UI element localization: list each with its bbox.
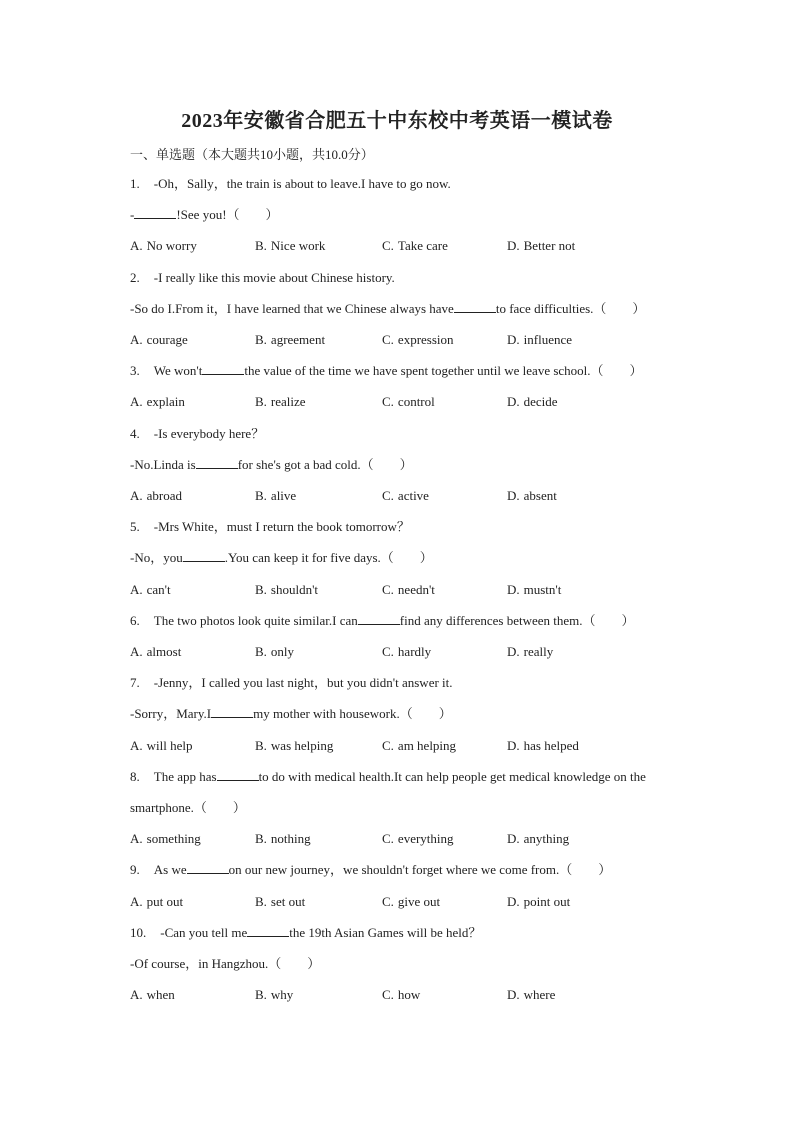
question-text-after: for she's got a bad cold.（ ） bbox=[237, 456, 413, 472]
question-number: 7. bbox=[130, 675, 140, 691]
option-b[interactable] bbox=[255, 737, 333, 755]
option-text: Take care bbox=[397, 238, 448, 254]
question-text: As we bbox=[153, 862, 187, 878]
option-c[interactable] bbox=[382, 331, 454, 349]
option-letter: D. bbox=[507, 987, 520, 1003]
option-letter: D. bbox=[507, 893, 520, 909]
question-line bbox=[130, 924, 481, 942]
option-a[interactable] bbox=[130, 393, 185, 411]
question-text: -Sorry，Mary.I bbox=[130, 706, 212, 722]
option-letter: C. bbox=[382, 987, 394, 1003]
option-d[interactable] bbox=[507, 393, 558, 411]
option-d[interactable] bbox=[507, 830, 569, 848]
option-b[interactable] bbox=[255, 331, 325, 349]
question-number: 6. bbox=[130, 612, 140, 628]
question-line bbox=[130, 300, 645, 318]
option-text: really bbox=[523, 644, 554, 659]
question-number: 10. bbox=[130, 924, 147, 940]
option-text: anything bbox=[523, 831, 570, 847]
option-letter: A. bbox=[130, 238, 143, 254]
option-d[interactable] bbox=[507, 986, 555, 1004]
option-text: needn't bbox=[397, 581, 435, 597]
question-text: -Of course，in Hangzhou.（ ） bbox=[130, 956, 321, 971]
option-text: everything bbox=[397, 831, 454, 847]
option-text: No worry bbox=[146, 238, 197, 254]
option-text: agreement bbox=[270, 332, 326, 347]
option-text: active bbox=[397, 488, 429, 503]
question-text: -No.Linda is bbox=[130, 456, 196, 472]
question-text: -No，you bbox=[130, 550, 183, 566]
option-c[interactable] bbox=[382, 893, 440, 911]
option-letter: B. bbox=[255, 831, 267, 847]
question-line bbox=[130, 705, 452, 723]
option-d[interactable] bbox=[507, 737, 579, 755]
option-text: will help bbox=[146, 737, 193, 753]
question-line bbox=[130, 799, 246, 817]
option-letter: C. bbox=[382, 644, 394, 659]
option-a[interactable] bbox=[130, 830, 201, 848]
option-text: influence bbox=[523, 332, 573, 347]
answer-blank bbox=[196, 456, 238, 469]
option-letter: A. bbox=[130, 332, 143, 347]
question-text: -Oh，Sally，the train is about to leave.I have to go now. bbox=[153, 176, 451, 191]
option-letter: C. bbox=[382, 581, 394, 597]
option-letter: D. bbox=[507, 831, 520, 847]
answer-blank bbox=[247, 924, 289, 937]
option-a[interactable] bbox=[130, 331, 188, 349]
question-text-after: my mother with housework.（ ） bbox=[253, 706, 452, 722]
question-line bbox=[130, 612, 635, 630]
option-b[interactable] bbox=[255, 986, 293, 1004]
question-text: The two photos look quite similar.I can bbox=[153, 612, 358, 628]
question-text-after: !See you!（ ） bbox=[176, 207, 279, 223]
option-letter: D. bbox=[507, 238, 520, 254]
option-text: control bbox=[397, 394, 435, 410]
option-b[interactable] bbox=[255, 830, 311, 848]
option-b[interactable] bbox=[255, 581, 318, 599]
question-text: -Jenny，I called you last night，but you didn't answer it. bbox=[153, 675, 453, 691]
question-number: 5. bbox=[130, 519, 140, 535]
option-letter: C. bbox=[382, 332, 394, 347]
answer-blank bbox=[202, 362, 244, 375]
option-a[interactable] bbox=[130, 737, 193, 755]
option-d[interactable] bbox=[507, 237, 575, 255]
option-letter: A. bbox=[130, 644, 143, 659]
option-c[interactable] bbox=[382, 237, 448, 255]
option-c[interactable] bbox=[382, 643, 431, 661]
option-a[interactable] bbox=[130, 893, 183, 911]
question-text-after: the 19th Asian Games will be held？ bbox=[289, 924, 482, 940]
question-text: - bbox=[130, 207, 135, 223]
question-number: 8. bbox=[130, 768, 140, 784]
option-text: Better not bbox=[523, 238, 576, 254]
option-letter: B. bbox=[255, 893, 267, 909]
option-d[interactable] bbox=[507, 581, 561, 599]
question-line bbox=[130, 518, 410, 536]
option-letter: D. bbox=[507, 644, 520, 659]
option-text: where bbox=[523, 987, 556, 1003]
option-text: realize bbox=[270, 394, 306, 410]
answer-blank bbox=[134, 206, 176, 219]
option-letter: B. bbox=[255, 238, 267, 254]
option-letter: B. bbox=[255, 332, 267, 347]
option-letter: C. bbox=[382, 893, 394, 909]
option-text: something bbox=[146, 831, 201, 847]
option-letter: A. bbox=[130, 737, 143, 753]
option-d[interactable] bbox=[507, 487, 557, 505]
option-text: when bbox=[146, 987, 175, 1003]
option-text: was helping bbox=[270, 737, 334, 753]
option-letter: B. bbox=[255, 644, 267, 659]
option-a[interactable] bbox=[130, 643, 181, 661]
option-b[interactable] bbox=[255, 487, 296, 505]
option-letter: B. bbox=[255, 394, 267, 410]
option-letter: D. bbox=[507, 737, 520, 753]
option-letter: C. bbox=[382, 488, 394, 503]
option-text: Nice work bbox=[270, 238, 326, 254]
option-letter: C. bbox=[382, 394, 394, 410]
option-text: only bbox=[270, 644, 295, 659]
option-text: why bbox=[270, 987, 294, 1003]
question-line bbox=[130, 955, 320, 973]
option-letter: D. bbox=[507, 488, 520, 503]
answer-blank bbox=[358, 612, 400, 625]
question-number: 3. bbox=[130, 363, 140, 379]
option-letter: C. bbox=[382, 238, 394, 254]
answer-blank bbox=[217, 768, 259, 781]
option-text: nothing bbox=[270, 831, 311, 847]
answer-blank bbox=[211, 705, 253, 718]
option-a[interactable] bbox=[130, 581, 171, 599]
question-line bbox=[130, 425, 264, 443]
option-text: decide bbox=[523, 394, 558, 410]
question-text: -I really like this movie about Chinese history. bbox=[153, 269, 395, 285]
question-text: -So do I.From it，I have learned that we Chinese always have bbox=[130, 300, 454, 316]
question-number: 4. bbox=[130, 425, 140, 441]
option-text: mustn't bbox=[523, 581, 562, 597]
question-line bbox=[130, 861, 611, 879]
question-text: The app has bbox=[153, 768, 217, 784]
question-line bbox=[130, 768, 646, 786]
section-heading: 一、单选题（本大题共10小题，共10.0分） bbox=[130, 147, 374, 162]
option-text: am helping bbox=[397, 737, 457, 753]
option-text: alive bbox=[270, 488, 297, 503]
option-d[interactable] bbox=[507, 643, 553, 661]
option-b[interactable] bbox=[255, 237, 325, 255]
question-line bbox=[130, 456, 413, 474]
option-text: courage bbox=[146, 332, 188, 347]
option-d[interactable] bbox=[507, 893, 570, 911]
question-text-after: to face difficulties.（ ） bbox=[495, 300, 646, 316]
option-b[interactable] bbox=[255, 643, 294, 661]
option-text: set out bbox=[270, 893, 306, 909]
option-letter: B. bbox=[255, 737, 267, 753]
answer-blank bbox=[183, 549, 225, 562]
question-line bbox=[130, 362, 643, 380]
option-letter: C. bbox=[382, 737, 394, 753]
option-c[interactable] bbox=[382, 581, 435, 599]
question-number: 9. bbox=[130, 862, 140, 878]
option-text: point out bbox=[523, 893, 571, 909]
option-text: give out bbox=[397, 893, 441, 909]
option-letter: A. bbox=[130, 893, 143, 909]
question-text: smartphone.（ ） bbox=[130, 800, 246, 815]
option-c[interactable] bbox=[382, 986, 420, 1004]
question-line bbox=[130, 206, 279, 224]
exam-title: 2023年安徽省合肥五十中东校中考英语一模试卷 bbox=[181, 110, 613, 132]
question-text: -Mrs White，must I return the book tomorrow？ bbox=[153, 519, 410, 535]
option-text: expression bbox=[397, 332, 454, 347]
question-text: We won't bbox=[153, 363, 203, 379]
option-text: hardly bbox=[397, 644, 432, 659]
option-c[interactable] bbox=[382, 830, 454, 848]
question-text: -Can you tell me bbox=[160, 924, 248, 940]
question-line bbox=[130, 175, 451, 193]
option-letter: D. bbox=[507, 332, 520, 347]
question-number: 2. bbox=[130, 269, 140, 285]
option-letter: A. bbox=[130, 987, 143, 1003]
option-text: has helped bbox=[523, 737, 579, 753]
option-a[interactable] bbox=[130, 237, 197, 255]
option-letter: A. bbox=[130, 581, 143, 597]
option-c[interactable] bbox=[382, 487, 429, 505]
answer-blank bbox=[187, 861, 229, 874]
option-text: almost bbox=[146, 644, 182, 659]
option-c[interactable] bbox=[382, 737, 456, 755]
question-number: 1. bbox=[130, 176, 140, 191]
option-letter: B. bbox=[255, 581, 267, 597]
question-text-after: the value of the time we have spent together until we leave school.（ ） bbox=[244, 363, 643, 379]
option-text: how bbox=[397, 987, 421, 1003]
question-text: -Is everybody here？ bbox=[153, 425, 265, 441]
question-line bbox=[130, 269, 395, 287]
option-text: shouldn't bbox=[270, 581, 319, 597]
option-letter: B. bbox=[255, 987, 267, 1003]
option-letter: B. bbox=[255, 488, 267, 503]
question-text-after: on our new journey，we shouldn't forget where we come from.（ ） bbox=[228, 862, 612, 878]
question-line bbox=[130, 549, 433, 567]
answer-blank bbox=[454, 300, 496, 313]
option-b[interactable] bbox=[255, 893, 305, 911]
question-text-after: find any differences between them.（ ） bbox=[399, 612, 635, 628]
option-text: abroad bbox=[146, 488, 183, 503]
option-text: can't bbox=[146, 581, 171, 597]
option-d[interactable] bbox=[507, 331, 572, 349]
option-text: absent bbox=[523, 488, 557, 503]
option-a[interactable] bbox=[130, 986, 175, 1004]
option-c[interactable] bbox=[382, 393, 435, 411]
option-text: explain bbox=[146, 394, 185, 410]
option-letter: A. bbox=[130, 831, 143, 847]
option-letter: C. bbox=[382, 831, 394, 847]
option-letter: A. bbox=[130, 394, 143, 410]
option-letter: D. bbox=[507, 394, 520, 410]
option-text: put out bbox=[146, 893, 184, 909]
option-a[interactable] bbox=[130, 487, 182, 505]
option-letter: A. bbox=[130, 488, 143, 503]
option-letter: D. bbox=[507, 581, 520, 597]
question-line bbox=[130, 674, 453, 692]
question-text-after: to do with medical health.It can help people get medical knowledge on the bbox=[258, 768, 646, 784]
question-text-after: .You can keep it for five days.（ ） bbox=[224, 550, 433, 566]
option-b[interactable] bbox=[255, 393, 306, 411]
